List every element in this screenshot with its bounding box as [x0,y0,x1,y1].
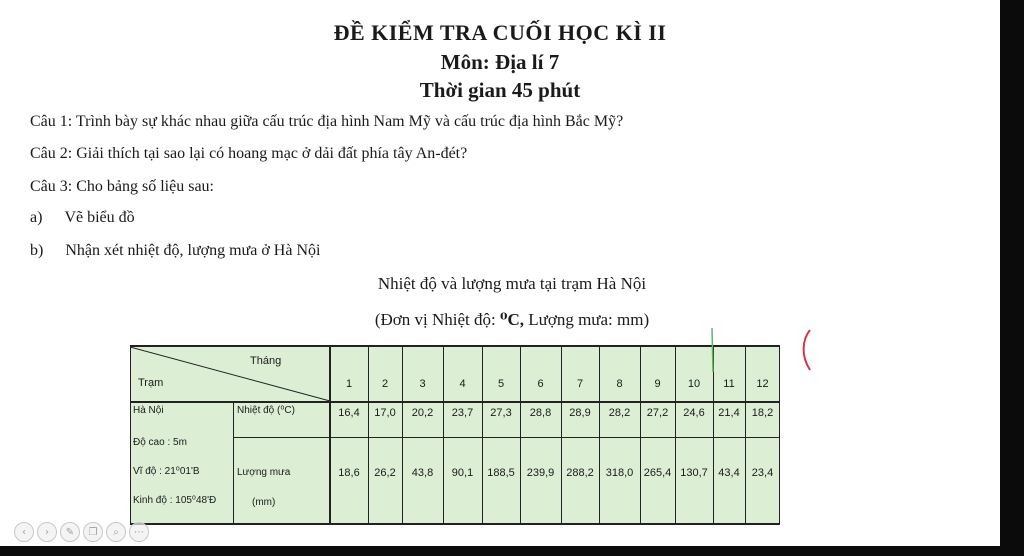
month-header: 10 [687,378,701,390]
prev-icon[interactable]: ‹ [14,522,34,542]
item-a-text: Vẽ biểu đồ [64,209,135,226]
pen-annotation [798,326,818,376]
temp-row-label: Nhiệt độ (⁰C) [237,405,295,416]
month-header: 4 [459,378,466,390]
rain-row-label: Lượng mưa [237,467,291,478]
month-header: 9 [654,378,661,390]
rainfall-cell: 239,9 [526,467,555,479]
rainfall-cell: 26,2 [374,467,396,479]
more-icon[interactable]: ⋯ [129,522,149,542]
temperature-cell: 24,6 [683,407,705,419]
temperature-cell: 28,8 [529,407,552,419]
rainfall-cell: 43,4 [718,467,740,479]
question-3b [30,242,320,260]
item-a-label: a) [30,209,43,226]
item-b-label: b) [30,242,44,259]
temperature-cell: 17,0 [374,407,396,419]
exam-title: ĐỀ KIỂM TRA CUỐI HỌC KÌ II [333,20,667,45]
month-header: 3 [419,378,426,390]
window-edge-right [1000,0,1024,556]
corner-month-label: Tháng [250,355,282,367]
rainfall-cell: 90,1 [451,467,474,479]
item-b-text: Nhận xét nhiệt độ, lượng mưa ở Hà Nội [65,242,321,259]
pen-annotation-green [708,326,718,376]
month-header: 8 [616,378,623,390]
rain-unit-label: (mm) [252,497,276,508]
table-title: Nhiệt độ và lượng mưa tại trạm Hà Nội [377,274,647,293]
question-1: Câu 1: Trình bày sự khác nhau giữa cấu trúc địa hình Nam Mỹ và cấu trúc địa hình Bắc Mỹ? [30,113,624,130]
window-edge-bottom [0,546,1024,556]
rainfall-cell: 265,4 [643,467,672,479]
exam-subject: Môn: Địa lí 7 [440,50,560,74]
month-header: 6 [537,378,544,390]
temperature-cell: 23,7 [451,407,474,419]
climate-table [130,345,780,525]
rainfall-cell: 18,6 [338,467,360,479]
next-icon[interactable]: › [37,522,57,542]
temperature-cell: 27,3 [490,407,512,419]
month-header: 2 [381,378,389,390]
temperature-cell: 28,2 [608,407,631,419]
month-header: 7 [576,378,584,390]
question-2: Câu 2: Giải thích tại sao lại có hoang mạc ở dải đất phía tây An-đét? [30,145,468,162]
exam-duration: Thời gian 45 phút [419,78,581,102]
temperature-cell: 27,2 [646,407,669,419]
unit-suffix: Lượng mưa: mm) [523,310,650,329]
rainfall-cell: 288,2 [566,467,594,479]
table-unit [0,310,1000,330]
month-header: 12 [756,378,769,390]
temperature-cell: 21,4 [718,407,740,419]
temperature-cell: 20,2 [411,407,434,419]
temperature-cell: 18,2 [751,407,774,419]
station-latitude: Vĩ độ : 21⁰01'B [133,466,200,477]
corner-station-label: Trạm [138,377,164,389]
rainfall-cell: 43,8 [411,467,434,479]
rainfall-cell: 188,5 [487,467,515,479]
temperature-cell: 28,9 [569,407,591,419]
month-header: 1 [345,378,353,390]
zoom-icon[interactable]: ⌕ [106,522,126,542]
corner-diagonal [130,345,331,403]
station-name: Hà Nội [133,405,164,416]
question-3a [30,209,135,227]
unit-prefix: (Đơn vị Nhiệt độ: [374,310,500,329]
temperature-cell: 16,4 [338,407,360,419]
pen-icon[interactable]: ✎ [60,522,80,542]
question-3: Câu 3: Cho bảng số liệu sau: [30,178,214,195]
copy-icon[interactable]: ❐ [83,522,103,542]
station-longitude: Kinh độ : 105⁰48'Đ [133,495,217,506]
unit-bold: ⁰C, [500,310,524,329]
month-header: 5 [497,378,505,390]
month-header: 11 [723,378,735,390]
rainfall-cell: 23,4 [751,467,774,479]
station-elevation: Độ cao : 5m [133,437,187,448]
rainfall-cell: 318,0 [605,467,634,479]
rainfall-cell: 130,7 [680,467,708,479]
